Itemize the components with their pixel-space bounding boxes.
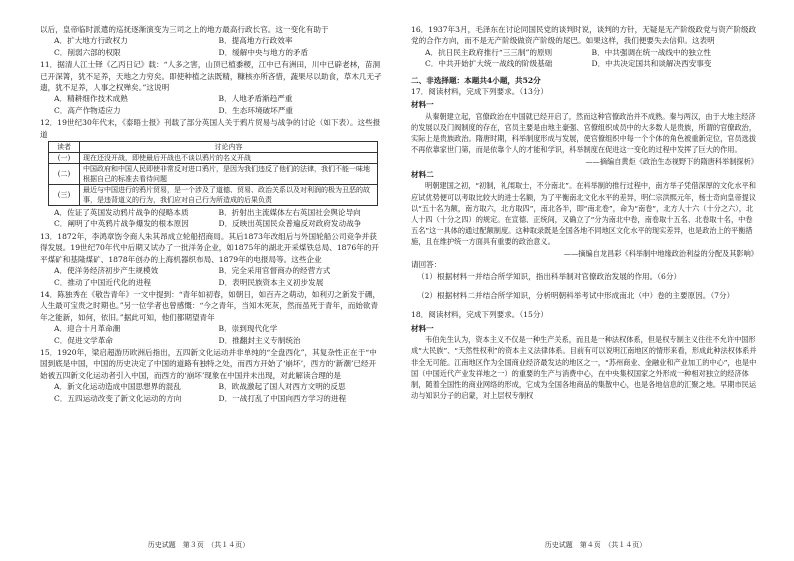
option: B．人地矛盾渐趋严重 [218,94,293,104]
option: B．完全采用官督商办的经营方式 [218,266,331,276]
q12-stem: 12．19世纪30年代末，《泰晤士报》刊载了部分英国人关于鸦片贸易与战争的讨论（如下表）。这些报道 [40,118,381,139]
table-cell: (一) [49,153,80,164]
table-row [49,185,378,206]
table-row [49,164,378,185]
table-cell: 现在还没开战，即使最后开战也不谈以鸦片的名义开战 [80,153,378,164]
option: B．中共强调在统一战线中的独立性 [591,47,711,57]
table-cell: (三) [49,185,80,206]
material-source: ——摘编自龙昌彩《科举制中地缘政治利益的分配及其影响》 [563,248,758,258]
option: A．抗日民主政府推行“三三制”的原则 [425,47,553,57]
q12-options [40,207,383,230]
q16-stem: 16．1937年3月，毛泽东在讨论同国民党的谈判时说，谈判的方针，无疑是无产阶级政党与资产阶级政党的合作方向，而不是无产阶级做资产阶级的尾巴。如果这样，我们便要失去信仰。这表明 [411,25,757,46]
page-footer: 历史试题 第３页 （共１４页） [147,540,250,549]
option: A．迎合十月革命潮 [54,324,121,334]
option: A．扩大地方行政权力 [54,36,128,46]
table-cell: 最近与中国进行的鸦片贸易，是一个涉及了道德、贸易、政治关系以及对利润的极为丑恶的故事，是违背道义的行为，我们应对自己行为所造成的后果负责 [80,185,378,206]
option: B．提高地方行政效率 [218,36,293,46]
option: D．表明民族资本主义初步发展 [218,277,324,287]
table-header: 读者 [49,142,80,153]
q10-options [40,35,383,58]
option: A．新文化运动造成中国思想界的混乱 [54,382,181,392]
option: C．阐明了中英鸦片战争爆发的根本原因 [54,219,189,229]
q13-stem: 13．1872年，李鸿章饬令商人朱其昂成立轮船招商局。其后1873年改组后与外国轮船公司竞争并获得发展。19世纪70年代中后期又试办了一批洋务企业，如1875年的湖北开采煤铁总局、1876年的开平煤矿和基隆煤矿、1878年创办的上海机器织布局、1879年的电报局等。这些企业 [40,231,379,264]
material-label: 材料二 [411,170,434,180]
option: C．削弱六部的权限 [54,47,121,57]
material-text: 韦伯先生认为，资本主义不仅是一种生产关系，而且是一种法权体系，但是权专制主义往往不允许中国形成“大民族”、“天然性权利”的资本主义法律体系。目前有可以说明江南地区的情形来看，形成此种法权体系并非全无可能。江南地区作为全国商业经济最发达的地区之一，“苏州商业、金融业和产业加工的中心”，也是中国（中国近代产业发祥地之一）的重要的生产与消费中心，在中央集权国家之外形成一种相对独立的经济体制，随着全国性的商业网络的形成，它成为全国各地商品的集散中心，也是各地信息的汇聚之地。早期市民运动与知识分子的启蒙，对上层权专制权 [411,335,757,401]
q11-stem: 11．据清人江士铎《乙丙日记》载：“人多之害，山顶已植黍稷，江中已有洲田，川中已辟老林，苗洞已开深箐，犹不足养，天地之力穷矣。即使种植之法既精，糠核亦所吝惜，蔬果尽以助食，草木几无孑遗，犹不足养，人事之权殚矣。”这说明 [40,60,382,93]
option: D．生态环境破坏严重 [218,105,293,115]
option: D．一战打乱了中国向西方学习的进程 [218,393,347,403]
option: B．欧战激起了国人对西方文明的反思 [218,382,346,392]
option: A．使洋务经济初步产生规模效 [54,266,159,276]
option: D．推翻封主义专制统治 [218,335,301,345]
material-label: 材料一 [411,323,434,333]
option: B．折射出主流媒体左右英国社会舆论导向 [218,208,361,218]
right-page [397,0,794,561]
option: C．五四运动改变了新文化运动的方向 [54,393,182,403]
table-header: 讨论内容 [80,142,378,153]
option: C．促进文学革命 [54,335,113,345]
option: C．高产作物适应力 [54,105,121,115]
q15-stem: 15．1920年，梁启超游历欧洲后指出，五四新文化运动并非单纯的“全盘西化”，其复杂性正在于“中国到底是中国，中国的历史决定了中国的道路有独特之处，而西方开始了‘崩坏’，西方的‘新潮’已经开始被五四新文化运动者引入中国，而西方的‘崩坏’现象在中国并未出现，对此解读合理的是 [40,347,377,380]
material-text: 明朝建国之初，“初制，礼闱取士，不分南北”。在科举制的推行过程中，南方举子凭借深厚的文化水平和应试优势便可以考取比较大的进士名额，为了平衡南北文化水平的差异，明仁宗洪熙元年，杨士奇向皇帝提议以“五十名为额，南方取六，北方取四”，南北各半，即“南北卷”，命为“南卷”，北方人十六（十分之六），北人十四（十分之四）的规定。在宣德、正统间，又确立了“分为南北中卷，南卷取十五名、北卷取十名，中卷五名”这一具体的通过配额制度。这种取录既是全国各地不同地区文化水平的现实差异，也是政治上的平衡措施，且在维护统一方面具有重要的政治意义。 [411,181,757,247]
material-text: 从秦朝建立起，官僚政治在中国就已经开启了，然而这种官僚政治并不成熟。秦与两汉，由于大地主经济的发展以及门阀制度的存在，官员主要是由地主豪强、官僚组织成员中的大多数人是贵族，所谓的官僚政治，实际上是贵族政治。隋唐时期，科举制度形成与发展，使官僚组织中每一个个体的角色被重新定位，官员选拔不再依靠家世门第，而是依靠个人的才能和学识，科举制度在促进这一变化的过程中发挥了巨大的作用。 [411,111,757,155]
material-label: 材料一 [411,100,434,110]
request-item: （1）根据材料一并结合所学知识，指出科举制对官僚政治发展的作用。（6分） [417,271,682,281]
section-title: 二、非选择题：本题共4小题，共52分 [411,75,541,85]
option: A．佐证了英国发动鸦片战争的侵略本质 [54,208,189,218]
option: D．反映出英国民众普遍反对政府发动战争 [218,219,362,229]
option: C．推动了中国近代化的进程 [54,277,151,287]
table-row [49,153,378,164]
option: D．缓解中央与地方的矛盾 [218,47,309,57]
q11-options [40,93,383,116]
q10-continuation: 以后，皇帝临时派遣的巡抚逐渐演变为三司之上的地方最高行政长官。这一变化有助于 [40,25,329,34]
material-source: ——摘编自黄炬《政治生态视野下的隋唐科举制探析》 [585,156,758,166]
table-header-row [49,142,378,153]
table-cell: (二) [49,164,80,185]
option: B．崇到现代化学 [218,324,278,334]
option: A．精耕细作技术成熟 [54,94,128,104]
q16-options [411,47,758,70]
q15-options [40,381,383,404]
q14-stem: 14．陈独秀在《敬告青年》一文中提到：“青年如初春，如朝日，如百卉之萌动，如利刃之新发于硎，人生最可宝贵之时期也。”另一位学者也曾感慨：“今之青年，当知木死灰，然而虽死于青年，而始欲青年之能新，如何，依旧。”据此可知，他们都期望青年 [40,289,381,322]
q13-options [40,265,383,288]
table-cell: 中国政府和中国人民即使非常反对进口鸦片，是因为我们违反了他们的法律，我们不能一味地根据自己的标准去看待问题 [80,164,378,185]
q17-title: 17．阅读材料，完成下列要求。（13分） [411,87,549,97]
option: D．中共决定国共和谈解决西安事变 [591,59,712,69]
q12-discussion-table [48,141,378,206]
page-footer: 历史试题 第４页 （共１４页） [544,540,647,549]
request-item: （2）根据材料二并结合所学知识，分析明朝科举考试中形成南北（中）卷的主要原因。（7分） [417,290,735,300]
option: C．中共开始扩大统一战线的阶级基础 [425,59,553,69]
q18-title: 18．阅读材料，完成下列要求。（15分） [411,310,549,320]
q14-options [40,323,383,346]
request-label: 请回答： [411,260,442,270]
